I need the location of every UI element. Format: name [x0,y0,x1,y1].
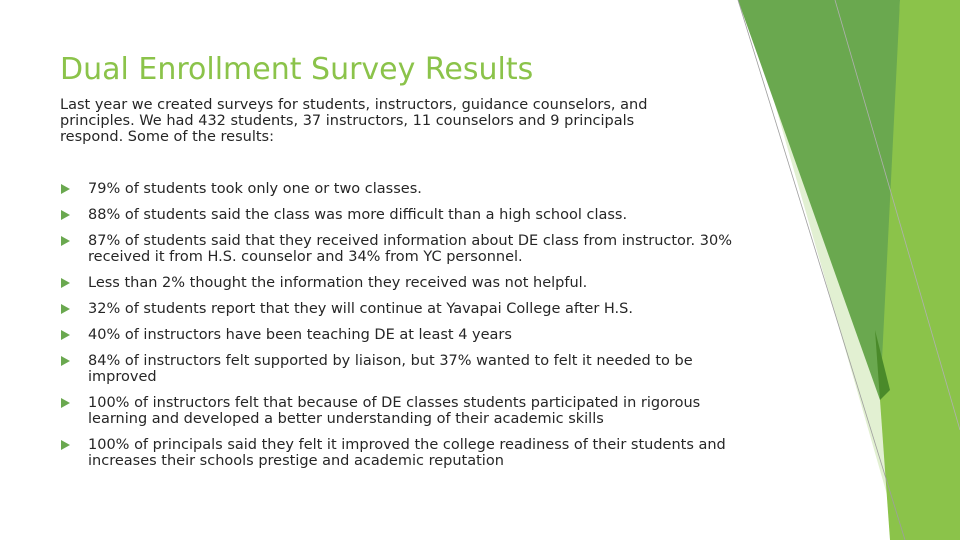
bullet-text: 40% of instructors have been teaching DE at least 4 years [88,327,512,343]
bullet-text: 79% of students took only one or two classes. [88,181,422,197]
bullet-text: 88% of students said the class was more difficult than a high school class. [88,207,628,223]
list-item [60,437,740,469]
list-item [60,327,740,343]
list-item [60,301,740,317]
triangle-right-icon [60,304,70,314]
bullet-text: 84% of instructors felt supported by liaison, but 37% wanted to felt it needed to be improved [88,353,693,385]
slide-title: Dual Enrollment Survey Results [60,52,534,87]
bullet-text: Less than 2% thought the information they received was not helpful. [88,275,588,291]
list-item [60,353,740,385]
bullet-text: 87% of students said that they received information about DE class from instructor. 30% received it from H.S. counselor and 34% from YC personnel. [88,233,732,265]
list-item [60,233,740,265]
bullet-text: 32% of students report that they will continue at Yavapai College after H.S. [88,301,633,317]
triangle-right-icon [60,210,70,220]
triangle-right-icon [60,440,70,450]
triangle-right-icon [60,398,70,408]
list-item [60,207,740,223]
list-item [60,395,740,427]
list-item [60,181,740,197]
bullet-text: 100% of instructors felt that because of DE classes students participated in rigorous learning and developed a better understanding of their academic skills [88,395,701,427]
triangle-right-icon [60,356,70,366]
deco-mid-band [738,0,900,400]
triangle-right-icon [60,236,70,246]
triangle-right-icon [60,278,70,288]
triangle-right-icon [60,330,70,340]
list-item [60,275,740,291]
intro-paragraph: Last year we created surveys for students, instructors, guidance counselors, and principles. We had 432 students, 37 instructors, 11 counselors and 9 principals respond. Some of the results: [60,97,648,145]
bullet-text: 100% of principals said they felt it improved the college readiness of their students and increases their schools prestige and academic reputation [88,437,726,469]
triangle-right-icon [60,184,70,194]
results-list [60,181,740,479]
